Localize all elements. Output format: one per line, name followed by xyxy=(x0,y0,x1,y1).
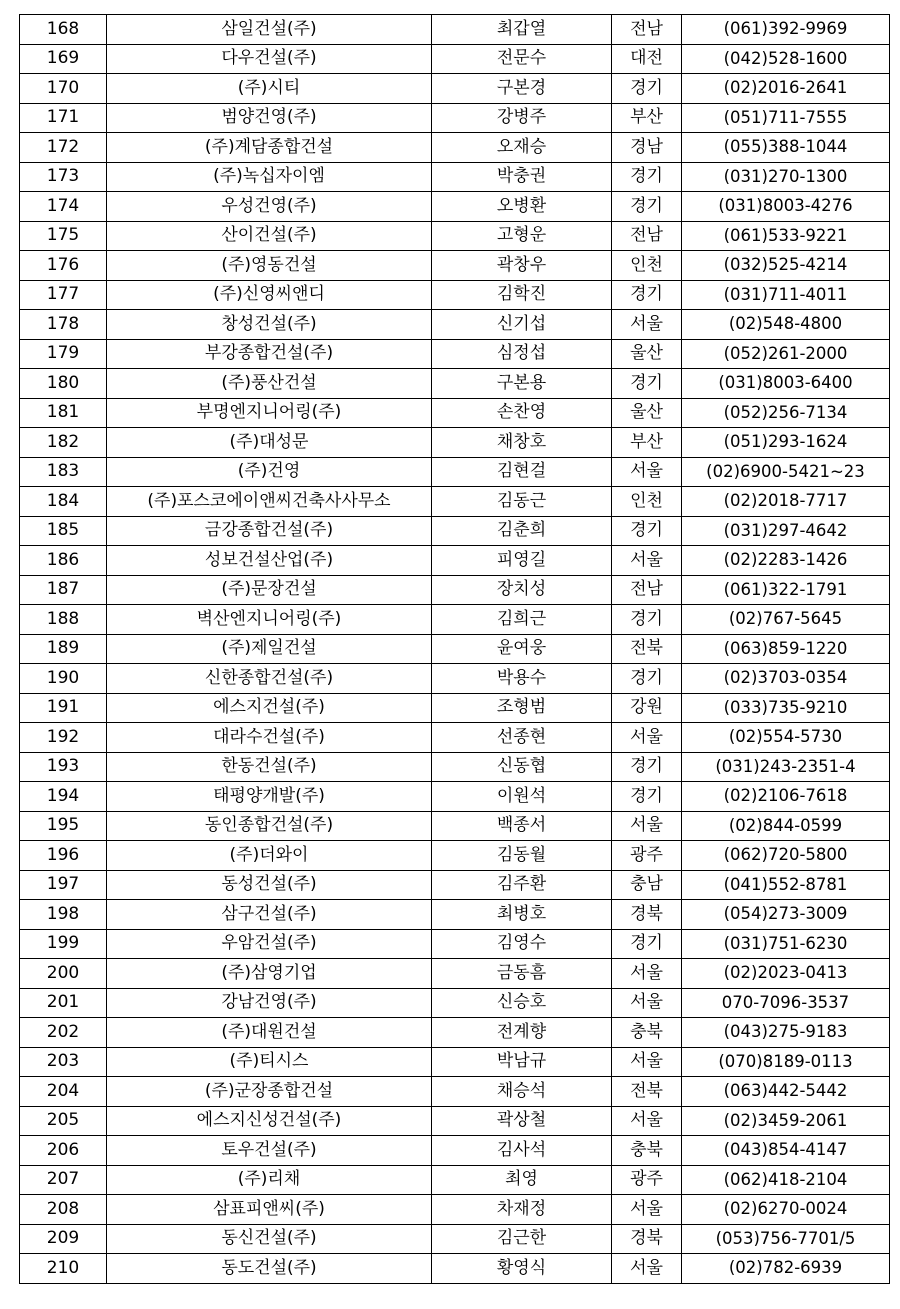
region-cell: 울산 xyxy=(612,339,682,369)
phone-number-cell: (02)3703-0354 xyxy=(682,664,890,694)
phone-number-cell: (032)525-4214 xyxy=(682,251,890,281)
phone-number-cell: (02)548-4800 xyxy=(682,310,890,340)
representative-cell: 오병환 xyxy=(432,192,612,222)
table-row xyxy=(20,369,890,399)
table-row xyxy=(20,251,890,281)
company-name-cell: (주)티시스 xyxy=(107,1047,432,1077)
phone-number-cell: (063)442-5442 xyxy=(682,1077,890,1107)
table-row xyxy=(20,693,890,723)
company-name-cell: (주)제일건설 xyxy=(107,634,432,664)
representative-cell: 손찬영 xyxy=(432,398,612,428)
region-cell: 경기 xyxy=(612,280,682,310)
representative-cell: 전문수 xyxy=(432,44,612,74)
table-row xyxy=(20,546,890,576)
region-cell: 전남 xyxy=(612,575,682,605)
region-cell: 서울 xyxy=(612,811,682,841)
company-name-cell: 신한종합건설(주) xyxy=(107,664,432,694)
table-row xyxy=(20,1195,890,1225)
table-row xyxy=(20,221,890,251)
representative-cell: 채승석 xyxy=(432,1077,612,1107)
representative-cell: 박남규 xyxy=(432,1047,612,1077)
company-name-cell: (주)풍산건설 xyxy=(107,369,432,399)
region-cell: 서울 xyxy=(612,1195,682,1225)
table-row xyxy=(20,103,890,133)
row-number-cell: 199 xyxy=(20,929,107,959)
region-cell: 경기 xyxy=(612,782,682,812)
row-number-cell: 194 xyxy=(20,782,107,812)
region-cell: 경남 xyxy=(612,133,682,163)
row-number-cell: 210 xyxy=(20,1254,107,1284)
phone-number-cell: (041)552-8781 xyxy=(682,870,890,900)
company-table xyxy=(19,14,890,1284)
phone-number-cell: (02)2016-2641 xyxy=(682,74,890,104)
representative-cell: 최병호 xyxy=(432,900,612,930)
region-cell: 인천 xyxy=(612,487,682,517)
representative-cell: 곽상철 xyxy=(432,1106,612,1136)
region-cell: 전남 xyxy=(612,15,682,45)
table-row xyxy=(20,162,890,192)
row-number-cell: 206 xyxy=(20,1136,107,1166)
table-row xyxy=(20,811,890,841)
company-name-cell: (주)시티 xyxy=(107,74,432,104)
company-table-container xyxy=(19,14,889,1284)
region-cell: 전북 xyxy=(612,634,682,664)
row-number-cell: 209 xyxy=(20,1224,107,1254)
region-cell: 경기 xyxy=(612,192,682,222)
representative-cell: 박용수 xyxy=(432,664,612,694)
representative-cell: 심정섭 xyxy=(432,339,612,369)
table-row xyxy=(20,516,890,546)
table-row xyxy=(20,457,890,487)
phone-number-cell: (051)293-1624 xyxy=(682,428,890,458)
table-row xyxy=(20,959,890,989)
region-cell: 강원 xyxy=(612,693,682,723)
company-name-cell: (주)군장종합건설 xyxy=(107,1077,432,1107)
region-cell: 서울 xyxy=(612,723,682,753)
company-name-cell: 우암건설(주) xyxy=(107,929,432,959)
representative-cell: 신동협 xyxy=(432,752,612,782)
row-number-cell: 196 xyxy=(20,841,107,871)
representative-cell: 김춘희 xyxy=(432,516,612,546)
company-name-cell: 태평양개발(주) xyxy=(107,782,432,812)
row-number-cell: 183 xyxy=(20,457,107,487)
table-row xyxy=(20,1047,890,1077)
region-cell: 경기 xyxy=(612,929,682,959)
table-row xyxy=(20,634,890,664)
region-cell: 충북 xyxy=(612,1018,682,1048)
company-name-cell: 금강종합건설(주) xyxy=(107,516,432,546)
company-name-cell: (주)대성문 xyxy=(107,428,432,458)
company-name-cell: (주)문장건설 xyxy=(107,575,432,605)
table-row xyxy=(20,1018,890,1048)
company-name-cell: 부명엔지니어링(주) xyxy=(107,398,432,428)
phone-number-cell: (031)270-1300 xyxy=(682,162,890,192)
company-name-cell: 벽산엔지니어링(주) xyxy=(107,605,432,635)
row-number-cell: 172 xyxy=(20,133,107,163)
company-name-cell: 삼표피앤씨(주) xyxy=(107,1195,432,1225)
row-number-cell: 177 xyxy=(20,280,107,310)
region-cell: 서울 xyxy=(612,1047,682,1077)
phone-number-cell: (052)261-2000 xyxy=(682,339,890,369)
phone-number-cell: (061)392-9969 xyxy=(682,15,890,45)
phone-number-cell: (02)6900-5421~23 xyxy=(682,457,890,487)
row-number-cell: 197 xyxy=(20,870,107,900)
representative-cell: 전계향 xyxy=(432,1018,612,1048)
row-number-cell: 171 xyxy=(20,103,107,133)
company-name-cell: 동성건설(주) xyxy=(107,870,432,900)
row-number-cell: 188 xyxy=(20,605,107,635)
phone-number-cell: (061)533-9221 xyxy=(682,221,890,251)
representative-cell: 채창호 xyxy=(432,428,612,458)
table-row xyxy=(20,782,890,812)
row-number-cell: 207 xyxy=(20,1165,107,1195)
table-row xyxy=(20,339,890,369)
row-number-cell: 189 xyxy=(20,634,107,664)
representative-cell: 황영식 xyxy=(432,1254,612,1284)
row-number-cell: 178 xyxy=(20,310,107,340)
row-number-cell: 193 xyxy=(20,752,107,782)
row-number-cell: 205 xyxy=(20,1106,107,1136)
table-row xyxy=(20,1254,890,1284)
region-cell: 서울 xyxy=(612,959,682,989)
region-cell: 광주 xyxy=(612,1165,682,1195)
phone-number-cell: (02)844-0599 xyxy=(682,811,890,841)
company-name-cell: 삼일건설(주) xyxy=(107,15,432,45)
company-name-cell: 성보건설산업(주) xyxy=(107,546,432,576)
representative-cell: 선종현 xyxy=(432,723,612,753)
table-row xyxy=(20,15,890,45)
phone-number-cell: (031)8003-6400 xyxy=(682,369,890,399)
company-name-cell: 창성건설(주) xyxy=(107,310,432,340)
company-name-cell: (주)삼영기업 xyxy=(107,959,432,989)
company-name-cell: 삼구건설(주) xyxy=(107,900,432,930)
region-cell: 서울 xyxy=(612,457,682,487)
row-number-cell: 180 xyxy=(20,369,107,399)
phone-number-cell: (02)2023-0413 xyxy=(682,959,890,989)
phone-number-cell: (051)711-7555 xyxy=(682,103,890,133)
table-row xyxy=(20,752,890,782)
table-row xyxy=(20,428,890,458)
representative-cell: 김학진 xyxy=(432,280,612,310)
region-cell: 서울 xyxy=(612,988,682,1018)
region-cell: 부산 xyxy=(612,428,682,458)
phone-number-cell: (055)388-1044 xyxy=(682,133,890,163)
region-cell: 경기 xyxy=(612,369,682,399)
row-number-cell: 190 xyxy=(20,664,107,694)
row-number-cell: 169 xyxy=(20,44,107,74)
row-number-cell: 195 xyxy=(20,811,107,841)
row-number-cell: 170 xyxy=(20,74,107,104)
representative-cell: 김영수 xyxy=(432,929,612,959)
region-cell: 서울 xyxy=(612,1254,682,1284)
representative-cell: 김주환 xyxy=(432,870,612,900)
table-row xyxy=(20,133,890,163)
phone-number-cell: (02)2106-7618 xyxy=(682,782,890,812)
representative-cell: 최갑열 xyxy=(432,15,612,45)
table-row xyxy=(20,870,890,900)
row-number-cell: 181 xyxy=(20,398,107,428)
phone-number-cell: (043)275-9183 xyxy=(682,1018,890,1048)
phone-number-cell: (062)720-5800 xyxy=(682,841,890,871)
company-name-cell: (주)포스코에이앤씨건축사사무소 xyxy=(107,487,432,517)
representative-cell: 윤여웅 xyxy=(432,634,612,664)
table-row xyxy=(20,575,890,605)
representative-cell: 김동근 xyxy=(432,487,612,517)
phone-number-cell: (031)751-6230 xyxy=(682,929,890,959)
phone-number-cell: (033)735-9210 xyxy=(682,693,890,723)
table-row xyxy=(20,44,890,74)
table-row xyxy=(20,1077,890,1107)
row-number-cell: 185 xyxy=(20,516,107,546)
phone-number-cell: (052)256-7134 xyxy=(682,398,890,428)
company-name-cell: 대라수건설(주) xyxy=(107,723,432,753)
region-cell: 경기 xyxy=(612,162,682,192)
company-name-cell: 에스지신성건설(주) xyxy=(107,1106,432,1136)
representative-cell: 장치성 xyxy=(432,575,612,605)
company-name-cell: (주)더와이 xyxy=(107,841,432,871)
company-name-cell: (주)리채 xyxy=(107,1165,432,1195)
row-number-cell: 186 xyxy=(20,546,107,576)
phone-number-cell: (062)418-2104 xyxy=(682,1165,890,1195)
representative-cell: 김근한 xyxy=(432,1224,612,1254)
phone-number-cell: (031)8003-4276 xyxy=(682,192,890,222)
company-name-cell: 한동건설(주) xyxy=(107,752,432,782)
table-row xyxy=(20,192,890,222)
representative-cell: 피영길 xyxy=(432,546,612,576)
table-row xyxy=(20,310,890,340)
phone-number-cell: (043)854-4147 xyxy=(682,1136,890,1166)
representative-cell: 신기섭 xyxy=(432,310,612,340)
region-cell: 서울 xyxy=(612,310,682,340)
representative-cell: 곽창우 xyxy=(432,251,612,281)
table-row xyxy=(20,1165,890,1195)
representative-cell: 오재승 xyxy=(432,133,612,163)
company-name-cell: 다우건설(주) xyxy=(107,44,432,74)
phone-number-cell: 070-7096-3537 xyxy=(682,988,890,1018)
region-cell: 경북 xyxy=(612,1224,682,1254)
phone-number-cell: (061)322-1791 xyxy=(682,575,890,605)
company-name-cell: (주)녹십자이엠 xyxy=(107,162,432,192)
table-row xyxy=(20,929,890,959)
row-number-cell: 204 xyxy=(20,1077,107,1107)
company-name-cell: 부강종합건설(주) xyxy=(107,339,432,369)
region-cell: 경기 xyxy=(612,664,682,694)
phone-number-cell: (02)767-5645 xyxy=(682,605,890,635)
row-number-cell: 187 xyxy=(20,575,107,605)
company-name-cell: 동도건설(주) xyxy=(107,1254,432,1284)
region-cell: 경북 xyxy=(612,900,682,930)
region-cell: 충북 xyxy=(612,1136,682,1166)
table-row xyxy=(20,723,890,753)
company-name-cell: 산이건설(주) xyxy=(107,221,432,251)
table-row xyxy=(20,74,890,104)
region-cell: 전남 xyxy=(612,221,682,251)
phone-number-cell: (02)2018-7717 xyxy=(682,487,890,517)
representative-cell: 구본용 xyxy=(432,369,612,399)
row-number-cell: 198 xyxy=(20,900,107,930)
representative-cell: 조형범 xyxy=(432,693,612,723)
row-number-cell: 173 xyxy=(20,162,107,192)
table-row xyxy=(20,280,890,310)
representative-cell: 이원석 xyxy=(432,782,612,812)
table-row xyxy=(20,1106,890,1136)
representative-cell: 김현걸 xyxy=(432,457,612,487)
company-name-cell: 강남건영(주) xyxy=(107,988,432,1018)
row-number-cell: 201 xyxy=(20,988,107,1018)
region-cell: 전북 xyxy=(612,1077,682,1107)
region-cell: 광주 xyxy=(612,841,682,871)
table-row xyxy=(20,605,890,635)
phone-number-cell: (053)756-7701/5 xyxy=(682,1224,890,1254)
company-name-cell: (주)계담종합건설 xyxy=(107,133,432,163)
table-body xyxy=(20,15,890,1284)
representative-cell: 신승호 xyxy=(432,988,612,1018)
row-number-cell: 202 xyxy=(20,1018,107,1048)
representative-cell: 김동월 xyxy=(432,841,612,871)
phone-number-cell: (031)243-2351-4 xyxy=(682,752,890,782)
phone-number-cell: (042)528-1600 xyxy=(682,44,890,74)
row-number-cell: 191 xyxy=(20,693,107,723)
row-number-cell: 184 xyxy=(20,487,107,517)
phone-number-cell: (02)6270-0024 xyxy=(682,1195,890,1225)
table-row xyxy=(20,398,890,428)
representative-cell: 백종서 xyxy=(432,811,612,841)
representative-cell: 최영 xyxy=(432,1165,612,1195)
company-name-cell: 동신건설(주) xyxy=(107,1224,432,1254)
phone-number-cell: (02)782-6939 xyxy=(682,1254,890,1284)
row-number-cell: 192 xyxy=(20,723,107,753)
region-cell: 대전 xyxy=(612,44,682,74)
phone-number-cell: (070)8189-0113 xyxy=(682,1047,890,1077)
region-cell: 서울 xyxy=(612,546,682,576)
company-name-cell: (주)건영 xyxy=(107,457,432,487)
table-row xyxy=(20,487,890,517)
table-row xyxy=(20,841,890,871)
region-cell: 경기 xyxy=(612,516,682,546)
representative-cell: 고형운 xyxy=(432,221,612,251)
region-cell: 부산 xyxy=(612,103,682,133)
representative-cell: 차재정 xyxy=(432,1195,612,1225)
row-number-cell: 200 xyxy=(20,959,107,989)
company-name-cell: (주)신영씨앤디 xyxy=(107,280,432,310)
region-cell: 경기 xyxy=(612,74,682,104)
company-name-cell: 범양건영(주) xyxy=(107,103,432,133)
company-name-cell: 우성건영(주) xyxy=(107,192,432,222)
region-cell: 울산 xyxy=(612,398,682,428)
row-number-cell: 168 xyxy=(20,15,107,45)
representative-cell: 금동흠 xyxy=(432,959,612,989)
representative-cell: 강병주 xyxy=(432,103,612,133)
row-number-cell: 174 xyxy=(20,192,107,222)
row-number-cell: 179 xyxy=(20,339,107,369)
region-cell: 경기 xyxy=(612,752,682,782)
region-cell: 인천 xyxy=(612,251,682,281)
row-number-cell: 203 xyxy=(20,1047,107,1077)
phone-number-cell: (031)711-4011 xyxy=(682,280,890,310)
phone-number-cell: (031)297-4642 xyxy=(682,516,890,546)
company-name-cell: (주)영동건설 xyxy=(107,251,432,281)
table-row xyxy=(20,988,890,1018)
company-name-cell: 에스지건설(주) xyxy=(107,693,432,723)
representative-cell: 박충권 xyxy=(432,162,612,192)
row-number-cell: 182 xyxy=(20,428,107,458)
row-number-cell: 175 xyxy=(20,221,107,251)
region-cell: 충남 xyxy=(612,870,682,900)
representative-cell: 구본경 xyxy=(432,74,612,104)
table-row xyxy=(20,1136,890,1166)
phone-number-cell: (02)554-5730 xyxy=(682,723,890,753)
phone-number-cell: (02)2283-1426 xyxy=(682,546,890,576)
representative-cell: 김사석 xyxy=(432,1136,612,1166)
region-cell: 경기 xyxy=(612,605,682,635)
company-name-cell: 토우건설(주) xyxy=(107,1136,432,1166)
representative-cell: 김희근 xyxy=(432,605,612,635)
table-row xyxy=(20,1224,890,1254)
phone-number-cell: (054)273-3009 xyxy=(682,900,890,930)
company-name-cell: (주)대원건설 xyxy=(107,1018,432,1048)
row-number-cell: 208 xyxy=(20,1195,107,1225)
phone-number-cell: (063)859-1220 xyxy=(682,634,890,664)
region-cell: 서울 xyxy=(612,1106,682,1136)
table-row xyxy=(20,664,890,694)
company-name-cell: 동인종합건설(주) xyxy=(107,811,432,841)
table-row xyxy=(20,900,890,930)
phone-number-cell: (02)3459-2061 xyxy=(682,1106,890,1136)
row-number-cell: 176 xyxy=(20,251,107,281)
